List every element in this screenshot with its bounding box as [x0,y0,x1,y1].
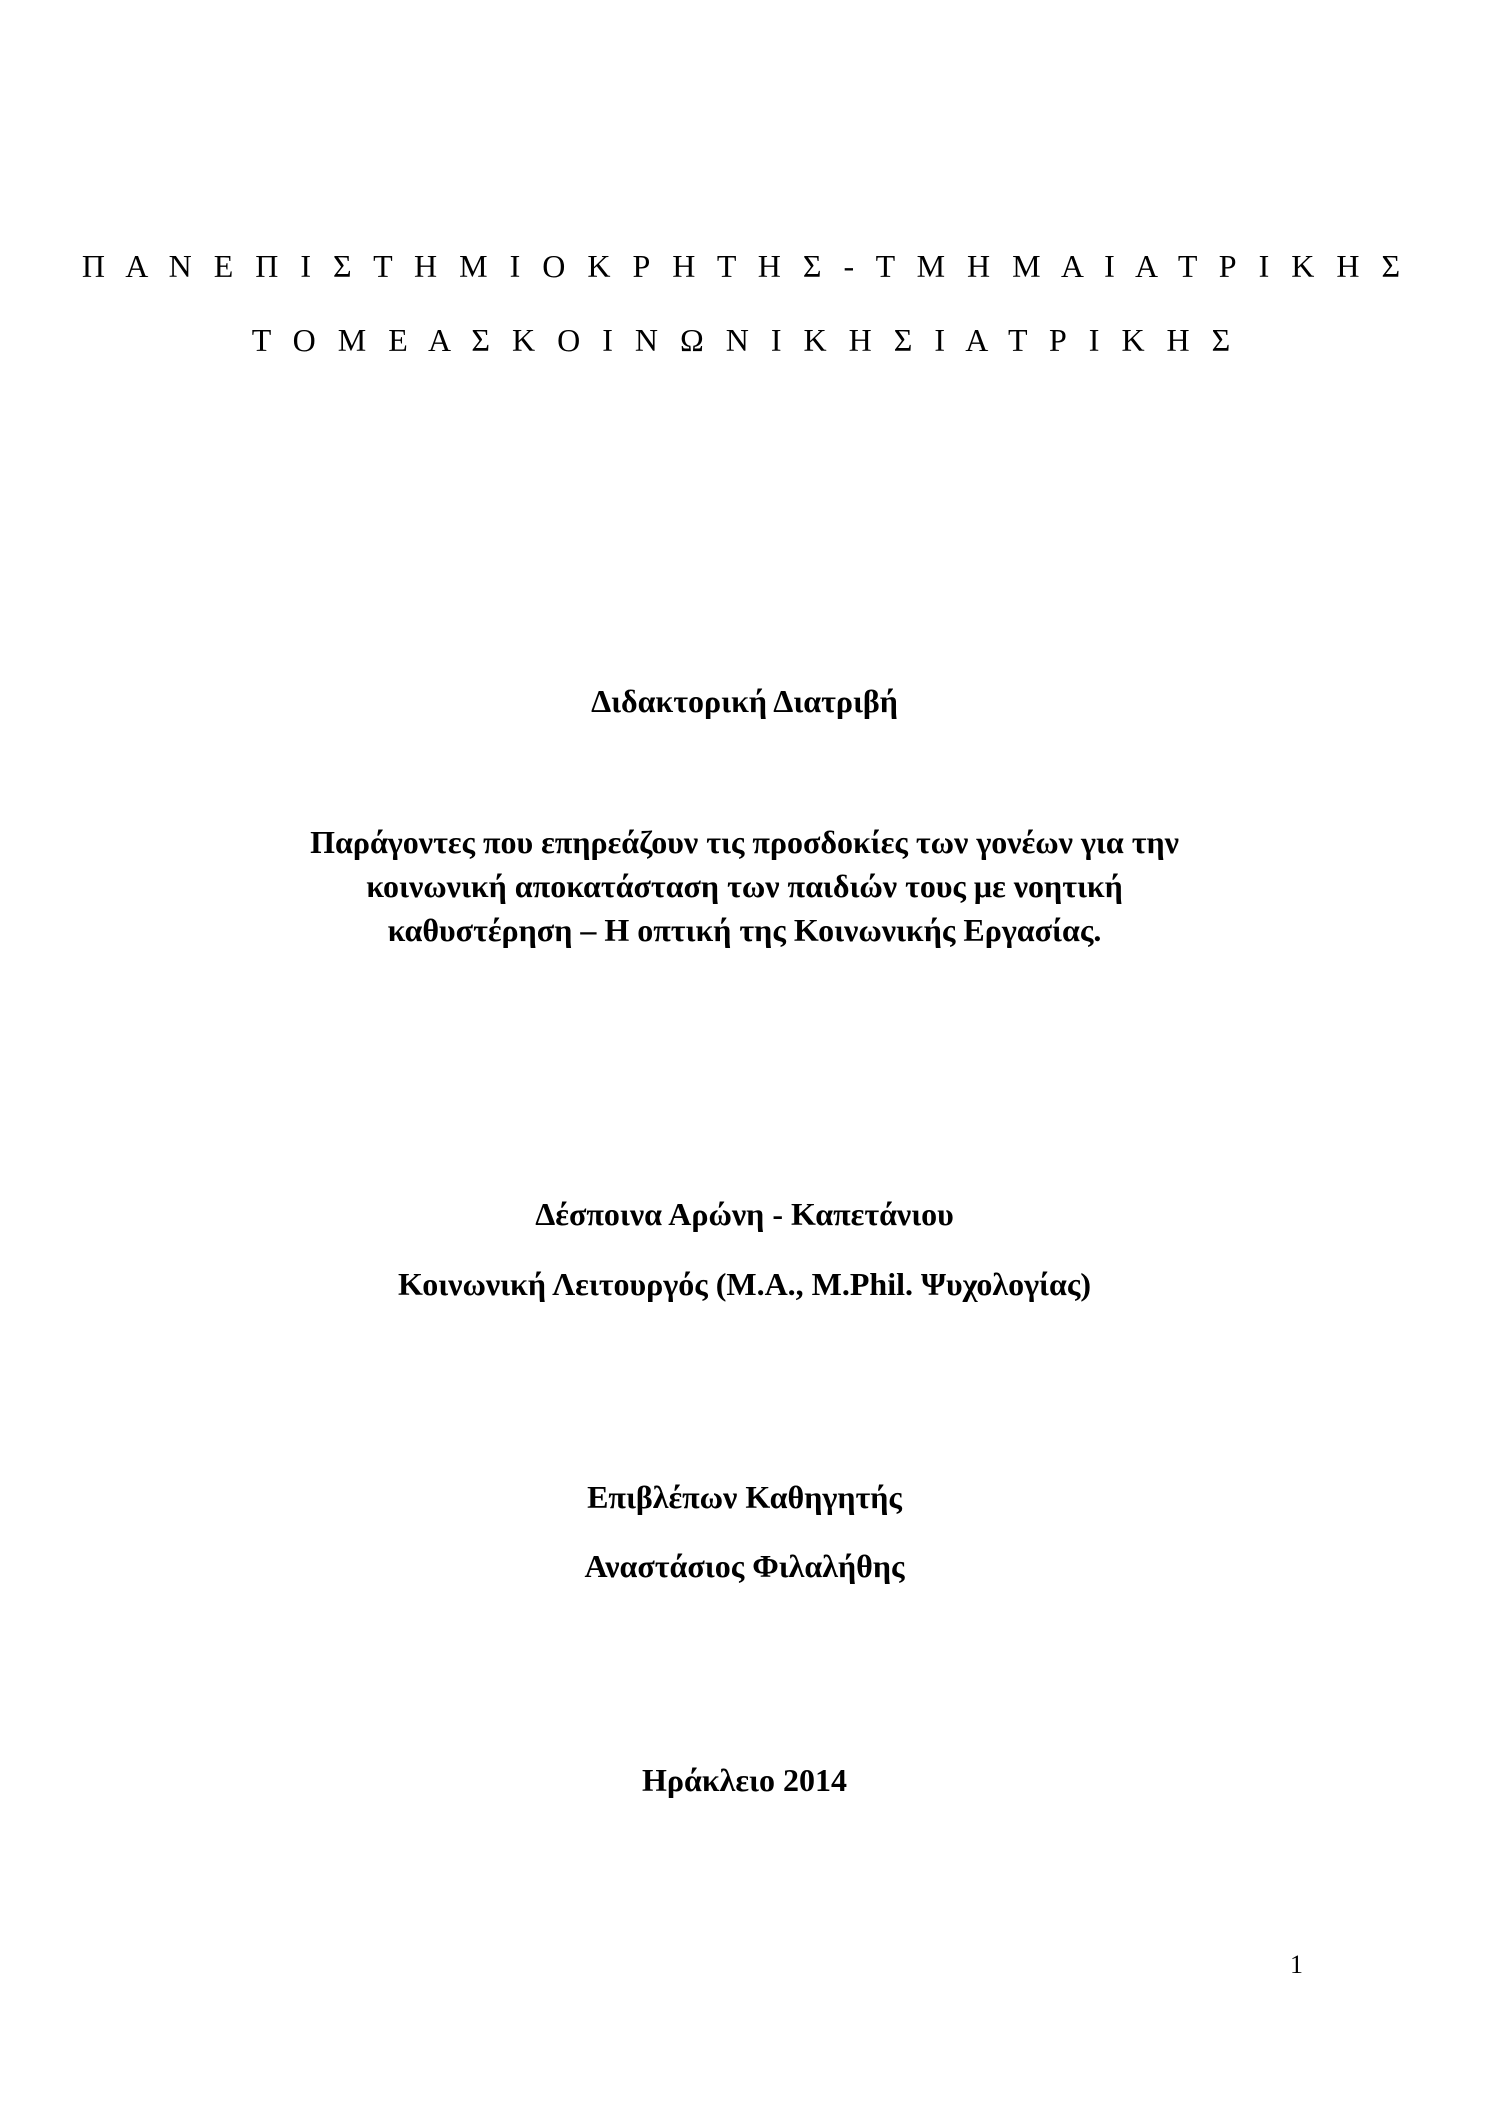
supervisor-name: Αναστάσιος Φιλαλήθης [584,1548,905,1584]
supervisor-label: Επιβλέπων Καθηγητής [587,1479,902,1515]
thesis-title-line-1: Παράγοντες που επηρεάζουν τις προσδοκίες των γονέων για την [310,824,1179,860]
thesis-title-line-2: κοινωνική αποκατάσταση των παιδιών τους με νοητική [366,868,1123,904]
author-credentials: Κοινωνική Λειτουργός (M.A., M.Phil. Ψυχολογίας) [397,1266,1092,1302]
department-header: Τ Ο Μ Ε Α Σ Κ Ο Ι Ν Ω Ν Ι Κ Η Σ Ι Α Τ Ρ Ι Κ Η Σ [251,322,1238,358]
university-header: Π Α Ν Ε Π Ι Σ Τ Η Μ Ι Ο Κ Ρ Η Τ Η Σ - Τ Μ Η Μ Α Ι Α Τ Ρ Ι Κ Η Σ [81,248,1408,284]
document-type: Διδακτορική Διατριβή [591,683,898,719]
place-year: Ηράκλειο 2014 [642,1762,847,1798]
page-number: 1 [1290,1950,1303,1979]
author-name: Δέσποινα Αρώνη - Καπετάνιου [535,1196,954,1232]
thesis-title-line-3: καθυστέρηση – Η οπτική της Κοινωνικής Εργασίας. [387,912,1102,948]
